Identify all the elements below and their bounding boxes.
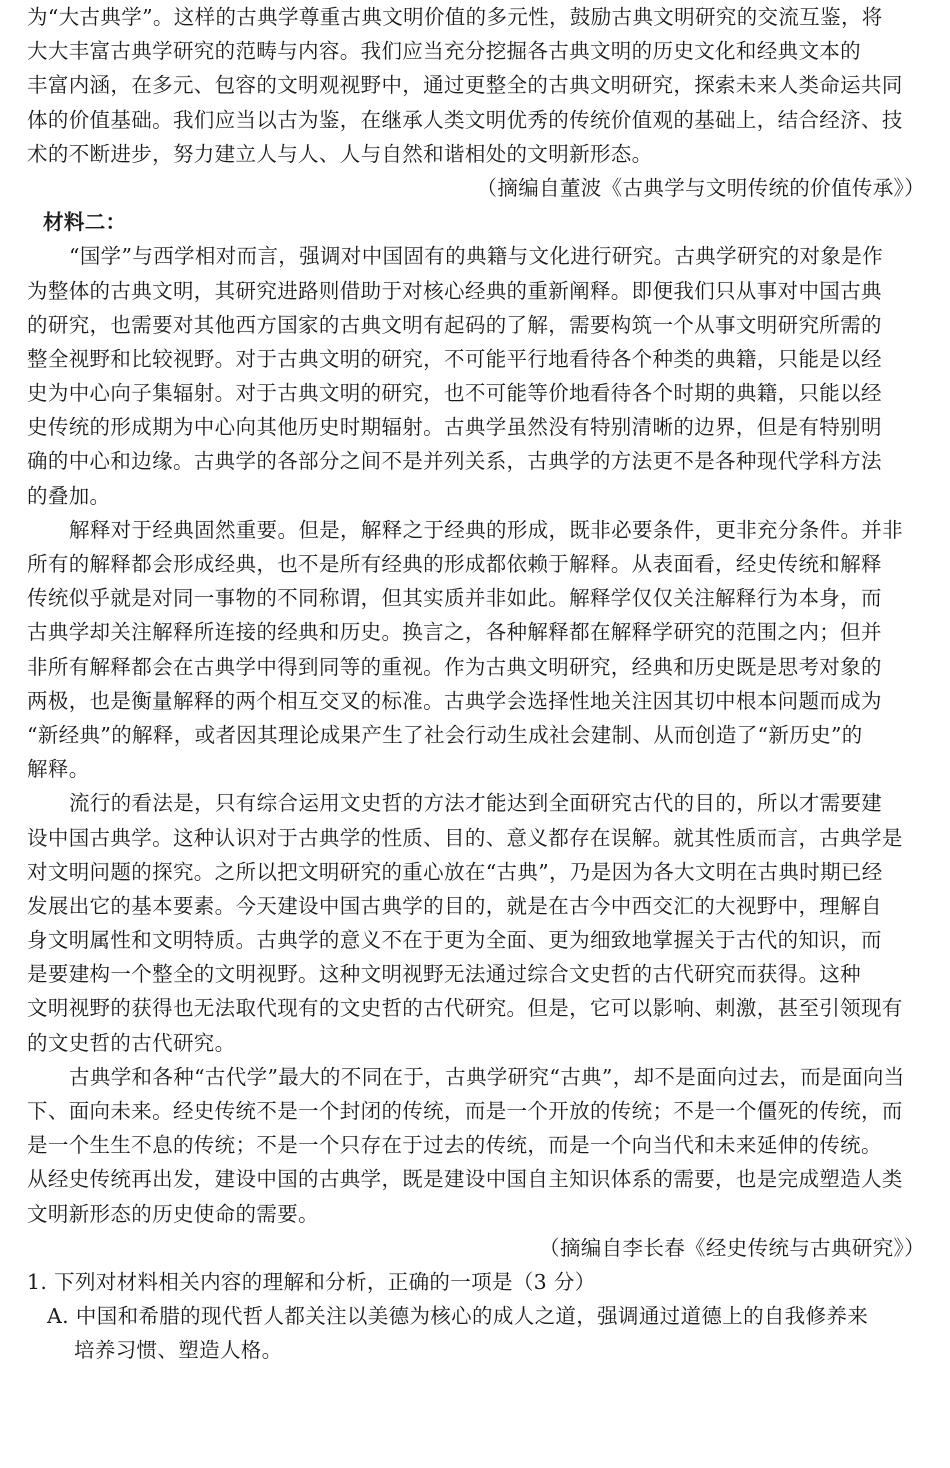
text-line: 发展出它的基本要素。今天建设中国古典学的目的，就是在古今中西交汇的大视野中，理解自 (27, 893, 882, 918)
text-line: 的叠加。 (27, 483, 111, 508)
text-line: 所有的解释都会形成经典，也不是所有经典的形成都依赖于解释。从表面看，经史传统和解释 (27, 552, 882, 576)
text-line: 为整体的古典文明，其研究进路则借助于对核心经典的重新阐释。即便我们只从事对中国古典 (27, 278, 882, 303)
text-line: 解释对于经典固然重要。但是，解释之于经典的形成，既非必要条件，更非充分条件。并非 (69, 517, 903, 542)
text-line: 丰富内涵，在多元、包容的文明观视野中，通过更整全的古典文明研究，探索未来人类命运共同 (27, 73, 903, 98)
option-a-continued: 培养习惯、塑造人格。 (74, 1338, 283, 1363)
text-line: 是一个生生不息的传统；不是一个只存在于过去的传统，而是一个向当代和未来延伸的传统。 (27, 1133, 882, 1158)
text-line: 古典学却关注解释所连接的经典和历史。换言之，各种解释都在解释学研究的范围之内；但并 (27, 620, 882, 645)
text-line: 两极，也是衡量解释的两个相互交叉的标准。古典学会选择性地关注因其切中根本问题而成为 (27, 688, 882, 713)
paragraph (27, 786, 927, 1060)
text-line: 古典学和各种“古代学”最大的不同在于，古典学研究“古典”，却不是面向过去，而是面向当 (69, 1064, 905, 1089)
section-heading: 材料二： (43, 210, 127, 235)
question-stem: 1. 下列对材料相关内容的理解和分析，正确的一项是（3 分） (27, 1269, 596, 1294)
text-line: 体的价值基础。我们应当以古为鉴，在继承人类文明优秀的传统价值观的基础上，结合经济、技 (27, 107, 903, 132)
text-line: 史传统的形成期为中心向其他历史时期辐射。古典学虽然没有特别清晰的边界，但是有特别明 (27, 415, 882, 440)
paragraph (27, 513, 927, 787)
text-line: 设中国古典学。这种认识对于古典学的性质、目的、意义都存在误解。就其性质而言，古典学是 (27, 825, 903, 850)
exam-page (27, 0, 927, 1368)
text-line: 身文明属性和文明特质。古典学的意义不在于更为全面、更为细致地掌握关于古代的知识，而 (27, 928, 882, 953)
paragraph (27, 1060, 927, 1231)
text-line: 确的中心和边缘。古典学的各部分之间不是并列关系，古典学的方法更不是各种现代学科方法 (27, 449, 882, 474)
text-line: 的文史哲的古代研究。 (27, 1030, 236, 1055)
text-line: 术的不断进步，努力建立人与人、人与自然和谐相处的文明新形态。 (27, 141, 653, 166)
material-two (27, 205, 927, 1265)
text-line: 大大丰富古典学研究的范畴与内容。我们应当充分挖掘各古典文明的历史文化和经典文本的 (27, 39, 861, 64)
text-line: 文明视野的获得也无法取代现有的文史哲的古代研究。但是，它可以影响、刺激，甚至引领现有 (27, 996, 903, 1021)
text-line: 史为中心向子集辐射。对于古典文明的研究，也不可能等价地看待各个时期的典籍，只能以经 (27, 381, 882, 406)
text-line: 流行的看法是，只有综合运用文史哲的方法才能达到全面研究古代的目的，所以才需要建 (69, 791, 883, 816)
text-line: “新经典”的解释，或者因其理论成果产生了社会行动生成社会建制、从而创造了“新历史”的 (27, 722, 863, 747)
text-line: 下、面向未来。经史传统不是一个封闭的传统，而是一个开放的传统；不是一个僵死的传统，而 (27, 1099, 903, 1123)
text-line: 是要建构一个整全的文明视野。这种文明视野无法通过综合文史哲的古代研究而获得。这种 (27, 962, 861, 987)
paragraph (27, 239, 927, 513)
text-line: 解释。 (27, 757, 90, 782)
text-line: 对文明问题的探究。之所以把文明研究的重心放在“古典”，乃是因为各大文明在古典时期已经 (27, 859, 883, 884)
text-line: 为“大古典学”。这样的古典学尊重古典文明价值的多元性，鼓励古典文明研究的交流互鉴，将 (27, 5, 883, 29)
option-a[interactable]: A. 中国和希腊的现代哲人都关注以美德为核心的成人之道，强调通过道德上的自我修养来 (47, 1304, 869, 1329)
text-line: “国学”与西学相对而言，强调对中国固有的典籍与文化进行研究。古典学研究的对象是作 (69, 244, 883, 269)
source-citation: （摘编自董波《古典学与文明传统的价值传承》） (476, 175, 925, 200)
source-citation: （摘编自李长春《经史传统与古典研究》） (539, 1235, 925, 1260)
text-line: 传统似乎就是对同一事物的不同称谓，但其实质并非如此。解释学仅仅关注解释行为本身，而 (27, 586, 882, 611)
text-line: 的研究，也需要对其他西方国家的古典文明有起码的了解，需要构筑一个从事文明研究所需的 (27, 312, 882, 337)
question-one (27, 1265, 927, 1368)
text-line: 文明新形态的历史使命的需要。 (27, 1201, 319, 1226)
material-one-tail (27, 0, 927, 205)
text-line: 从经史传统再出发，建设中国的古典学，既是建设中国自主知识体系的需要，也是完成塑造人类 (27, 1167, 903, 1192)
text-line: 整全视野和比较视野。对于古典文明的研究，不可能平行地看待各个种类的典籍，只能是以经 (27, 346, 882, 371)
text-line: 非所有解释都会在古典学中得到同等的重视。作为古典文明研究，经典和历史既是思考对象的 (27, 654, 882, 679)
